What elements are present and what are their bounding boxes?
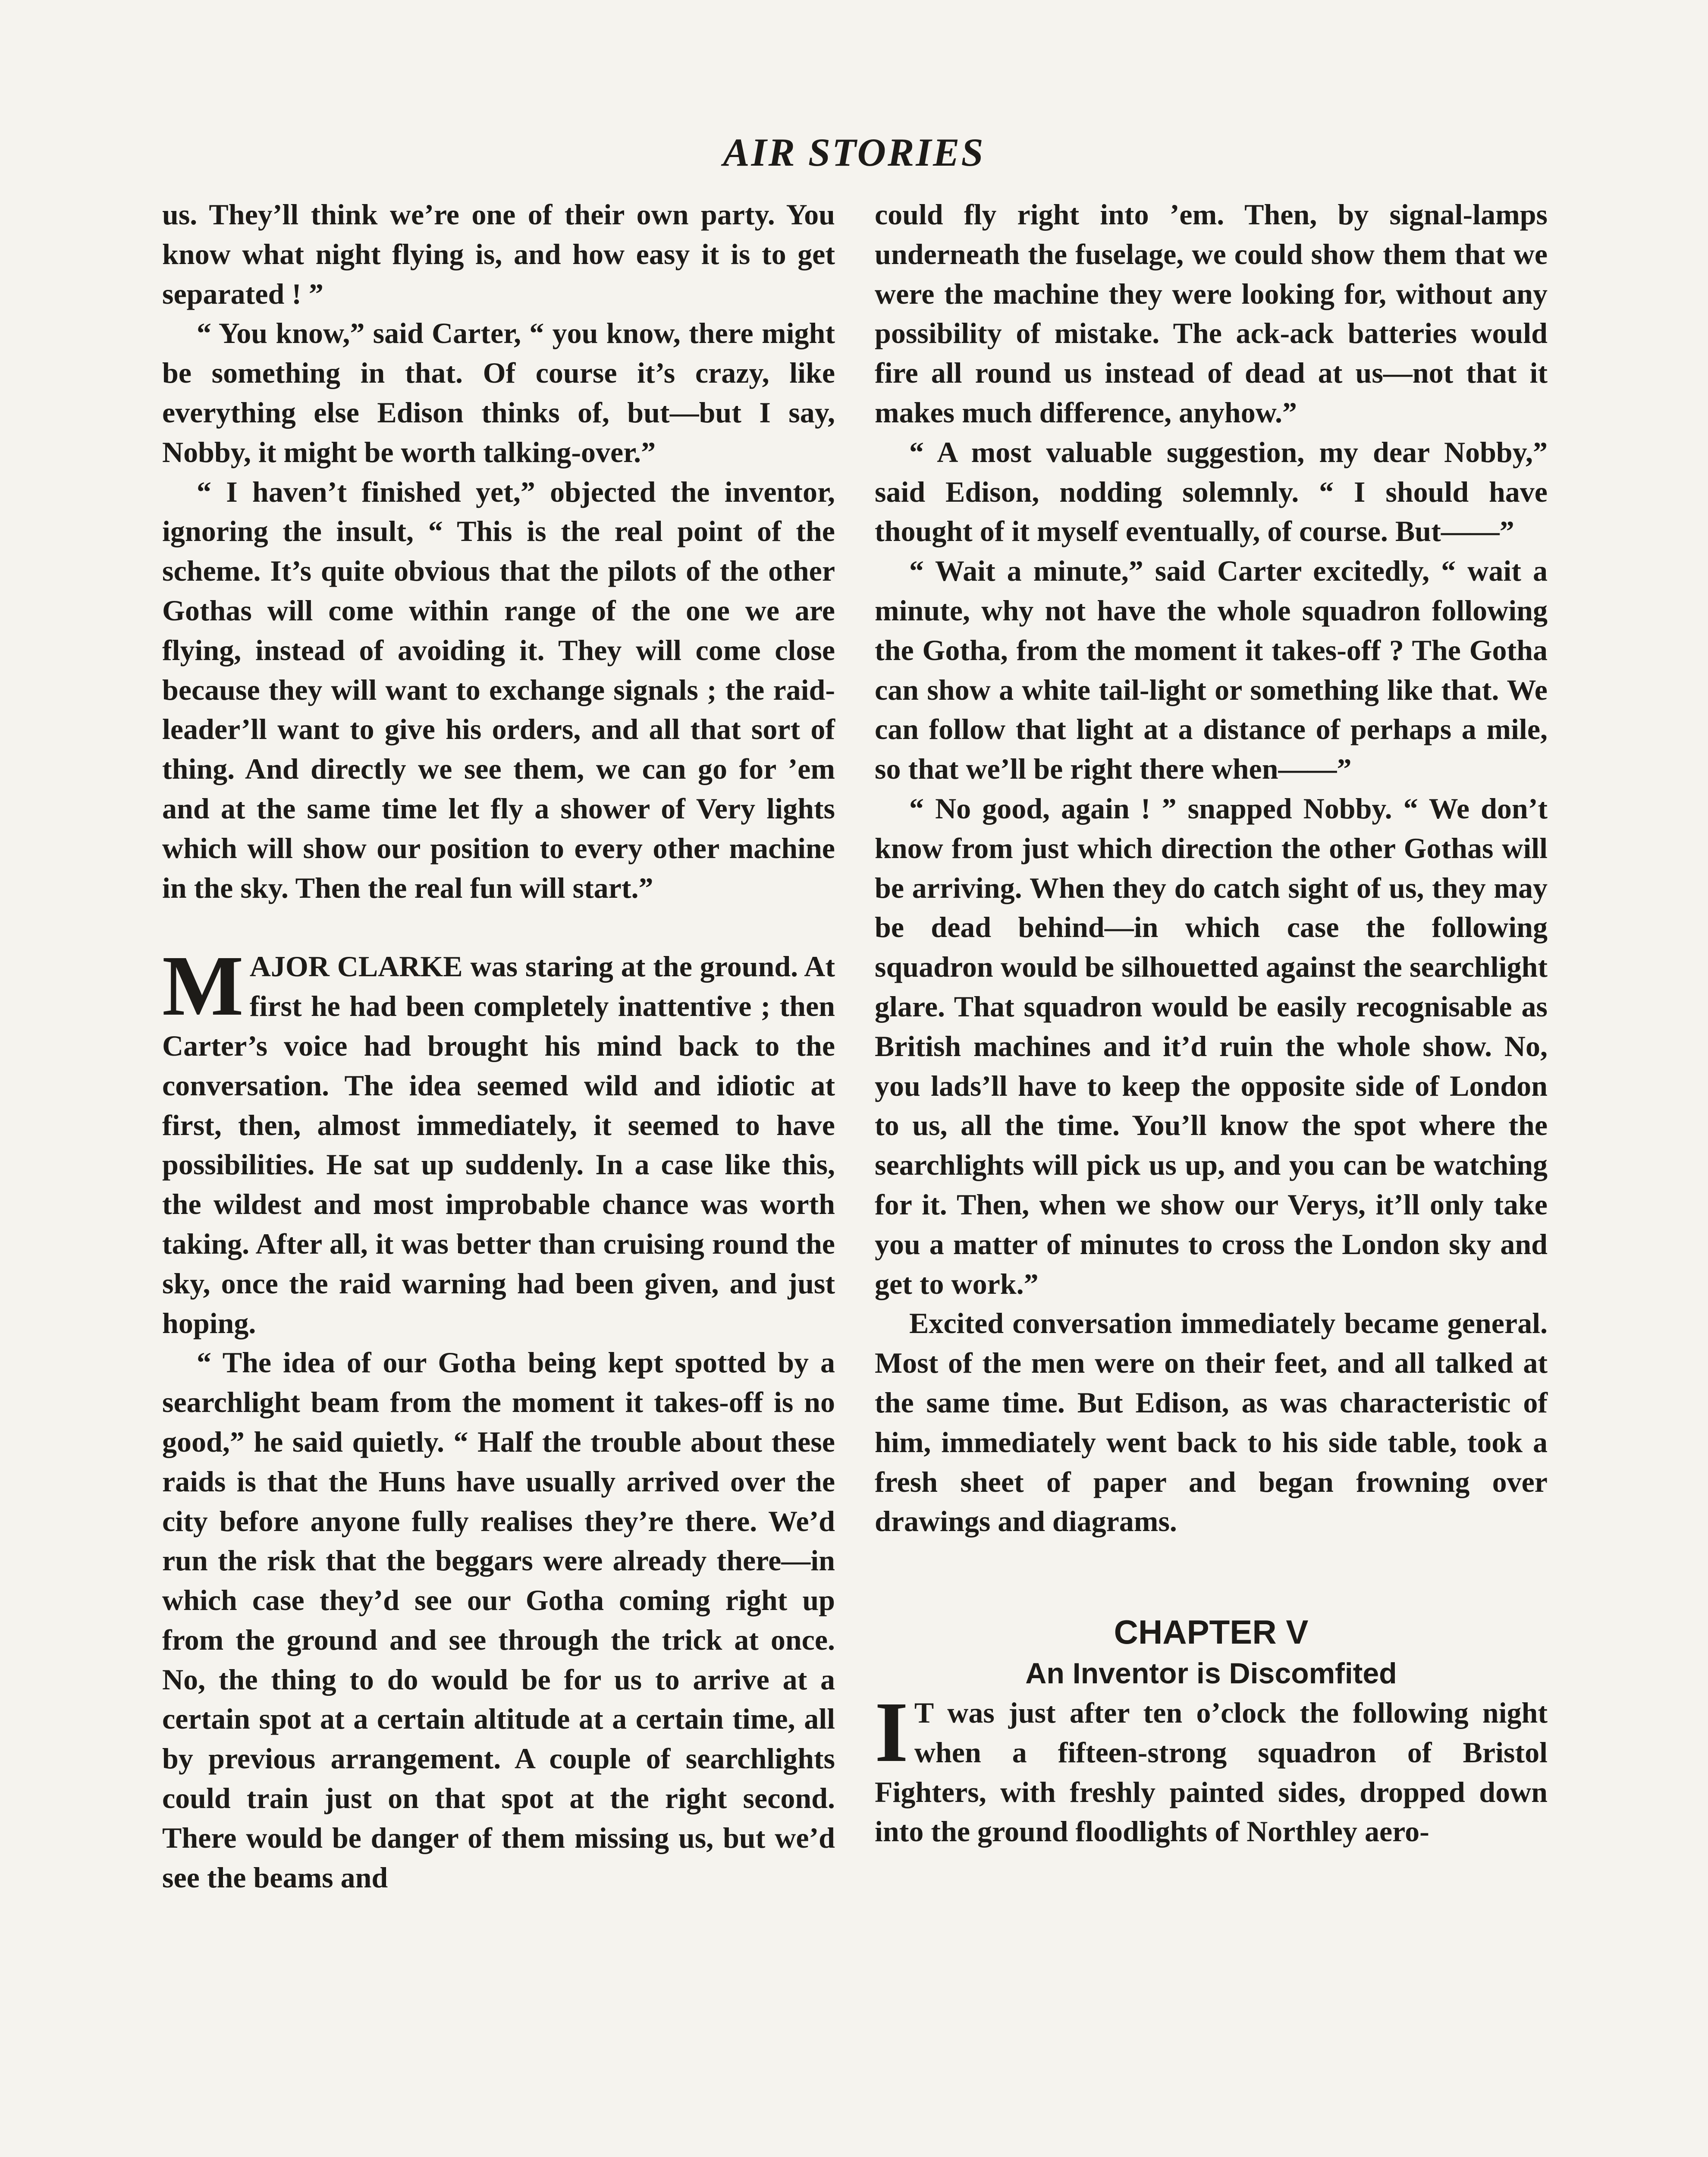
paragraph: “ A most valuable suggestion, my dear Nobby,” said Edison, nodding solemnly. “ I should have thought of it myself eventually, of course. But——”	[875, 435, 1548, 548]
drop-cap: I	[875, 1685, 908, 1780]
paragraph: “ I haven’t finished yet,” objected the inventor, ignoring the insult, “ This is the real point of the scheme. It’s quite obvious that the pilots of the other Gothas will come within range of the one we are flying, instead of avoiding it. They will come close because they will want to exchange signals ; the raid-leader’ll want to give his orders, and all that sort of thing. And directly we see them, we can go for ’em and at the same time let fly a shower of Very lights which will show our position to every other machine in the sky. Then the real fun will start.”	[162, 475, 835, 904]
paragraph: could fly right into ’em. Then, by signal-lamps underneath the fuselage, we could show them that we were the machine they were looking for, without any possibility of mistake. The ack-ack batteries would fire all round us instead of dead at us—not that it makes much difference, anyhow.”	[875, 198, 1548, 429]
paragraph: us. They’ll think we’re one of their own party. You know what night flying is, and how easy it is to get separated ! ”	[162, 198, 835, 310]
paragraph-text: AJOR CLARKE was staring at the ground. At first he had been completely inattentive ; then Carter’s voice had brought his mind back to the conversation. The idea seemed wild and idiotic at first, then, almost immediately, it seemed to have possibilities. He sat up suddenly. In a case like this, the wildest and most improbable chance was worth taking. After all, it was better than cruising round the sky, once the raid warning had been given, and just hoping.	[162, 950, 835, 1339]
left-column	[162, 195, 835, 1897]
paragraph: “ You know,” said Carter, “ you know, there might be something in that. Of course it’s crazy, like everything else Edison thinks of, but—but I say, Nobby, it might be worth talking-over.”	[162, 317, 835, 469]
chapter-heading	[875, 1610, 1548, 1693]
paragraph: Excited conversation immediately became general. Most of the men were on their feet, and all talked at the same time. But Edison, as was characteristic of him, immediately went back to his side table, took a fresh sheet of paper and began frowning over drawings and diagrams.	[875, 1307, 1548, 1538]
chapter-subtitle: An Inventor is Discomfited	[1025, 1657, 1397, 1690]
paragraph: “ No good, again ! ” snapped Nobby. “ We don’t know from just which direction the other Gothas will be arriving. When they do catch sight of us, they may be dead behind—in which case the following squadron would be silhouetted against the searchlight glare. That squadron would be easily recognisable as British machines and it’d ruin the whole show. No, you lads’ll have to keep the opposite side of London to us, all the time. You’ll know the spot where the searchlights will pick us up, and you can be watching for it. Then, when we show our Verys, it’ll only take you a matter of minutes to cross the London sky and get to work.”	[875, 792, 1548, 1300]
drop-cap: M	[162, 938, 244, 1034]
paragraph-dropcap	[162, 938, 835, 1343]
running-header: AIR STORIES	[723, 130, 985, 174]
paragraph: “ The idea of our Gotha being kept spotted by a searchlight beam from the moment it takes-off is no good,” he said quietly. “ Half the trouble about these raids is that the Huns have usually arrived over the city before anyone fully realises they’re there. We’d run the risk that the beggars were already there—in which case they’d see our Gotha coming right up from the ground and see through the trick at once. No, the thing to do would be for us to arrive at a certain spot at a certain altitude at a certain time, all by previous arrangement. A couple of searchlights could train just on that spot at the right second. There would be danger of them missing us, but we’d see the beams and	[162, 1346, 835, 1894]
paragraph-text: T was just after ten o’clock the following night when a fifteen-strong squadron of Bristol Fighters, with freshly painted sides, dropped down into the ground floodlights of Northley aero-	[875, 1696, 1548, 1848]
paragraph-dropcap	[875, 1685, 1548, 1852]
paragraph: “ Wait a minute,” said Carter excitedly, “ wait a minute, why not have the whole squadron following the Gotha, from the moment it takes-off ? The Gotha can show a white tail-light or something like that. We can follow that light at a distance of perhaps a mile, so that we’ll be right there when——”	[875, 554, 1548, 786]
right-column	[875, 195, 1548, 1852]
chapter-title: CHAPTER V	[1114, 1613, 1309, 1651]
